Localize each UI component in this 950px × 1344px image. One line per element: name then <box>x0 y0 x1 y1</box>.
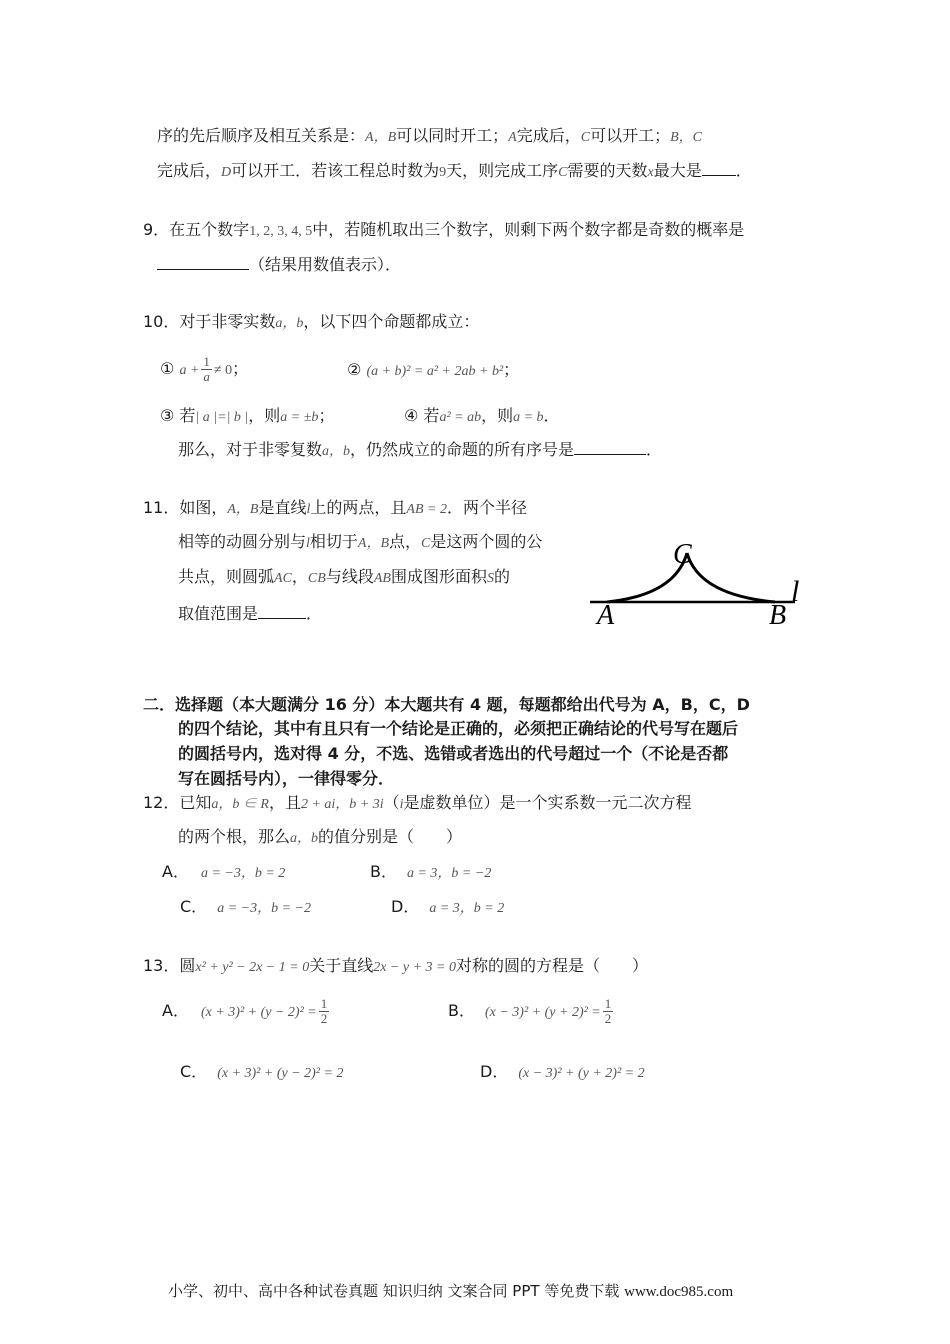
math: a = 3，b = 2 <box>429 901 505 916</box>
math: (x + 3)² + (y − 2)² = 2 <box>217 1066 344 1081</box>
text: ， <box>291 567 308 586</box>
q13-option-b[interactable] <box>448 996 615 1028</box>
page-footer <box>168 1280 733 1301</box>
text: 完成后， <box>157 161 222 180</box>
math: a，b ∈ R <box>211 797 269 812</box>
text: 中，若随机取出三个数字，则剩下两个数字都是奇数的概率是 <box>312 220 745 239</box>
label-a: A <box>597 600 615 630</box>
option-label: D． <box>391 897 420 916</box>
text: 的两个根，那么 <box>178 827 291 846</box>
math: | a |=| b | <box>195 410 249 425</box>
math: (x + 3)² + (y − 2)² = <box>200 1005 317 1020</box>
text: 的 <box>493 567 510 586</box>
q9-line-2 <box>157 254 401 276</box>
math: 1, 2, 3, 4, 5 <box>249 224 313 239</box>
option-label: B． <box>448 1001 475 1020</box>
math: D <box>221 165 232 180</box>
question-number: 11．如图， <box>143 498 228 517</box>
question-number: 12．已知 <box>143 793 212 812</box>
q12-option-c[interactable] <box>180 896 311 920</box>
option-label: A． <box>162 862 189 881</box>
math: B，C <box>670 130 702 145</box>
math: AB = 2 <box>406 502 447 517</box>
math: a = −3，b = 2 <box>200 866 286 881</box>
q8-line-1 <box>157 125 702 149</box>
text: 可以同时开工； <box>396 126 509 145</box>
text: ． <box>646 440 663 459</box>
q12-line-2 <box>178 826 462 850</box>
footer-url[interactable]: www.doc985.com <box>624 1284 734 1300</box>
option-label: B． <box>370 862 397 881</box>
math: a = b <box>513 410 544 425</box>
math: A <box>508 130 517 145</box>
math: a = −3，b = −2 <box>217 901 311 916</box>
text: 的值分别是（ ） <box>318 827 463 846</box>
math: ≠ 0 <box>213 363 233 378</box>
text: 可以开工．若该工程总时数为 <box>231 161 440 180</box>
math: 9 <box>439 165 447 180</box>
math: x² + y² − 2x − 1 = 0 <box>195 960 310 975</box>
label-b: B <box>769 600 787 630</box>
denominator: 2 <box>604 1011 612 1026</box>
text: 对称的圆的方程是（ ） <box>456 956 649 975</box>
math: AB <box>373 571 391 586</box>
text: ，且 <box>268 793 301 812</box>
math: a，b <box>290 831 319 846</box>
math: x <box>647 165 654 180</box>
q10-line-1 <box>143 311 479 335</box>
circled-number: ① <box>160 359 175 378</box>
q10-prop-4 <box>404 405 560 429</box>
section2-line-2: 的四个结论，其中有且只有一个结论是正确的，必须把正确结论的代号写在题后 <box>178 719 739 738</box>
denominator: 2 <box>320 1011 328 1026</box>
q11-line-1 <box>143 497 527 521</box>
q10-line-5 <box>178 439 662 463</box>
q11-line-3 <box>178 566 510 590</box>
fraction <box>603 997 614 1026</box>
math: AC <box>274 571 292 586</box>
math: S <box>486 571 494 586</box>
math: a + <box>179 363 200 378</box>
q10-prop-1 <box>160 354 248 386</box>
text: 围成图形面积 <box>390 567 487 586</box>
section2-line-3: 的圆括号内，选对得 4 分，不选、选错或者选出的代号超过一个（不论是否都 <box>178 744 729 763</box>
math: (x − 3)² + (y + 2)² = <box>484 1005 601 1020</box>
text: 上的两点，且 <box>310 498 407 517</box>
text: 与线段 <box>325 567 374 586</box>
text: 取值范围是 <box>178 604 259 623</box>
option-label: A． <box>162 1001 189 1020</box>
numerator: 1 <box>604 996 612 1011</box>
q10-prop-3 <box>160 405 334 429</box>
fraction <box>201 355 212 384</box>
text: 是直线 <box>258 498 307 517</box>
math: 2 + ai，b + 3i <box>300 797 384 812</box>
answer-blank[interactable] <box>258 604 306 619</box>
footer-text: 小学、初中、高中各种试卷真题 知识归纳 文案合同 PPT 等免费下载 <box>168 1282 620 1300</box>
circled-number: ③ 若 <box>160 406 196 425</box>
text: ． <box>306 604 323 623</box>
option-label: D． <box>480 1062 509 1081</box>
text: ．两个半径 <box>446 498 527 517</box>
text: 可以开工； <box>590 126 671 145</box>
q11-line-4 <box>178 603 322 625</box>
q9-line-1 <box>143 219 744 243</box>
q8-line-2 <box>157 160 752 184</box>
question-number: 9．在五个数字 <box>143 220 250 239</box>
q10-prop-2 <box>347 359 519 383</box>
section2-line-4: 写在圆括号内），一律得零分． <box>178 769 395 788</box>
circled-number: ② <box>347 360 362 379</box>
math: C <box>580 130 591 145</box>
math: (x − 3)² + (y + 2)² = 2 <box>518 1066 645 1081</box>
text: 天，则完成工序 <box>446 161 559 180</box>
math: a = ±b <box>280 410 319 425</box>
text: 点， <box>389 532 422 551</box>
math: A，B <box>365 130 397 145</box>
text: ，以下四个命题都成立： <box>303 312 480 331</box>
answer-blank[interactable] <box>702 161 736 176</box>
math: l <box>306 536 310 551</box>
math: a² = ab <box>439 410 482 425</box>
denominator: a <box>203 369 210 384</box>
answer-blank[interactable] <box>574 440 646 455</box>
text: 是虚数单位）是一个实系数一元二次方程 <box>403 793 692 812</box>
math: (a + b)² = a² + 2ab + b² <box>366 364 504 379</box>
text: （结果用数值表示）． <box>249 255 402 274</box>
text: ，则 <box>481 406 514 425</box>
text: 关于直线 <box>309 956 374 975</box>
math: C <box>421 536 431 551</box>
fraction <box>319 997 330 1026</box>
text: 共点，则圆弧 <box>178 567 275 586</box>
option-label: C． <box>180 897 208 916</box>
q13-line-1 <box>143 955 648 979</box>
text: ； <box>232 359 249 378</box>
math: a = 3，b = −2 <box>406 866 492 881</box>
q11-line-2 <box>178 531 542 555</box>
question-number: 10．对于非零实数 <box>143 312 276 331</box>
q13-option-c[interactable] <box>180 1061 343 1085</box>
text: 最大是 <box>653 161 702 180</box>
math: l <box>306 502 311 517</box>
text: ； <box>318 406 335 425</box>
text: （ <box>383 793 400 812</box>
text: ，则 <box>248 406 281 425</box>
label-l: l <box>791 575 800 608</box>
q12-line-1 <box>143 792 692 816</box>
math: A，B <box>357 536 390 551</box>
text: 相等的动圆分别与 <box>178 532 307 551</box>
math: a，b <box>322 444 351 459</box>
text: 是这两个圆的公 <box>430 532 543 551</box>
math: 2x − y + 3 = 0 <box>373 960 456 975</box>
section2-line-1: 二．选择题（本大题满分 16 分）本大题共有 4 题，每题都给出代号为 A，B，C，D <box>143 695 750 714</box>
math: C <box>558 165 568 180</box>
math: CB <box>307 571 326 586</box>
text: 序的先后顺序及相互关系是： <box>157 126 366 145</box>
q11-figure <box>585 535 815 630</box>
math: i <box>399 797 404 812</box>
text: 完成后， <box>516 126 581 145</box>
text: ； <box>503 360 520 379</box>
numerator: 1 <box>203 354 210 369</box>
text: ． <box>543 406 560 425</box>
arc-cb <box>687 553 775 602</box>
text: 相切于 <box>309 532 358 551</box>
math: a，b <box>275 316 304 331</box>
math: A，B <box>227 502 259 517</box>
text: ． <box>735 161 752 180</box>
label-c: C <box>673 539 692 570</box>
numerator: 1 <box>320 996 328 1011</box>
q12-option-d[interactable] <box>391 896 504 920</box>
q12-option-b[interactable] <box>370 861 491 885</box>
q13-option-d[interactable] <box>480 1061 645 1085</box>
q12-option-a[interactable] <box>162 861 285 885</box>
text: ，仍然成立的命题的所有序号是 <box>350 440 575 459</box>
option-label: C． <box>180 1062 208 1081</box>
answer-blank[interactable] <box>157 255 249 270</box>
text: 那么，对于非零复数 <box>178 440 323 459</box>
text: 需要的天数 <box>567 161 648 180</box>
question-number: 13．圆 <box>143 956 196 975</box>
circled-number: ④ 若 <box>404 406 440 425</box>
q13-option-a[interactable] <box>162 996 331 1028</box>
